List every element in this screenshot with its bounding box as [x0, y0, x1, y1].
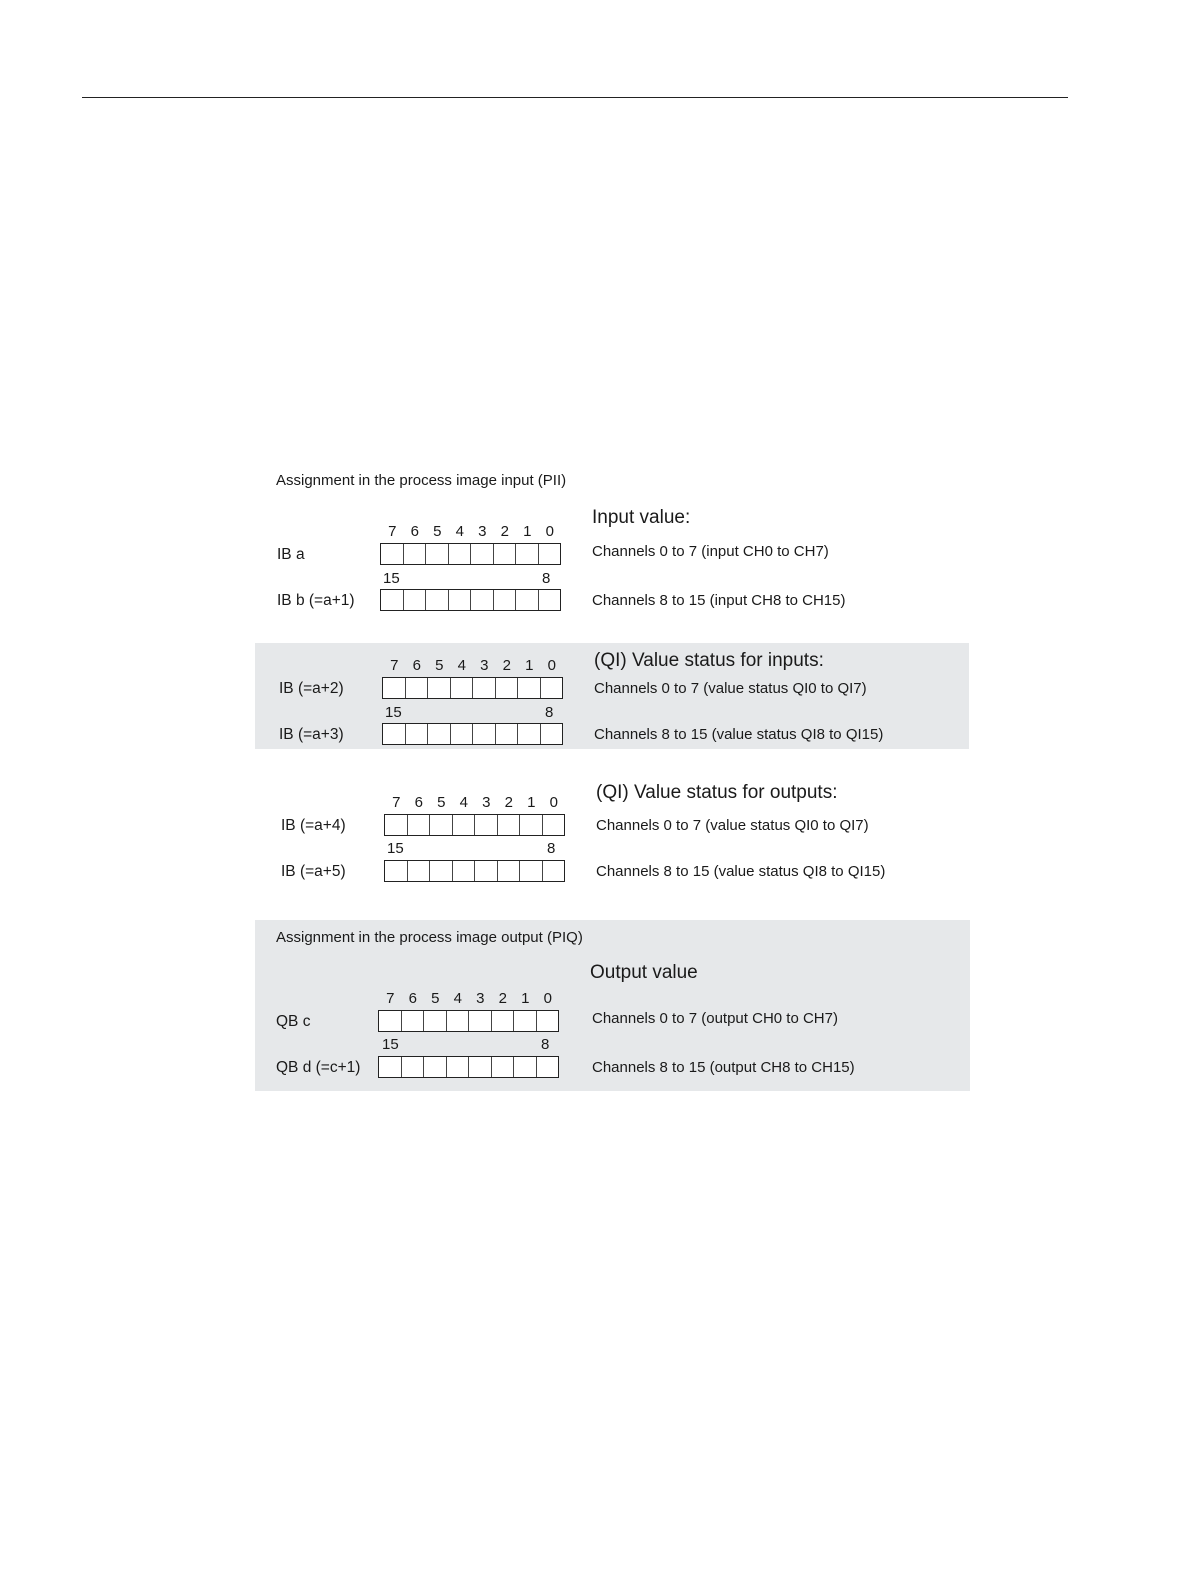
bit-register — [380, 589, 561, 611]
bit-cell — [498, 861, 521, 881]
bit-cell — [539, 544, 561, 564]
bit-register — [382, 677, 563, 699]
bit-cell — [424, 1011, 447, 1031]
bit-number: 5 — [437, 794, 446, 811]
bit-cell — [385, 861, 408, 881]
bit-cell — [383, 724, 406, 744]
group-heading: (QI) Value status for outputs: — [596, 782, 838, 803]
bit-cell — [426, 590, 449, 610]
bit-cell — [494, 590, 517, 610]
bit-label-8: 8 — [545, 704, 554, 721]
bit-register — [380, 543, 561, 565]
bit-cell — [404, 544, 427, 564]
bit-cell — [430, 861, 453, 881]
bit-number: 2 — [498, 990, 507, 1007]
bit-number: 1 — [525, 657, 534, 674]
header-rule — [82, 97, 1068, 98]
bit-number: 6 — [412, 657, 421, 674]
bit-cell — [469, 1057, 492, 1077]
bit-cell — [498, 815, 521, 835]
bit-number: 0 — [543, 990, 552, 1007]
bit-cell — [451, 678, 474, 698]
bit-numbers — [379, 990, 559, 1007]
bit-cell — [447, 1011, 470, 1031]
bit-number: 7 — [388, 523, 397, 540]
bit-label-8: 8 — [547, 840, 556, 857]
bit-label-15: 15 — [382, 1036, 399, 1053]
bit-cell — [514, 1057, 537, 1077]
bit-cell — [537, 1057, 559, 1077]
bit-label-15: 15 — [385, 704, 402, 721]
byte-label: IB b (=a+1) — [277, 592, 355, 609]
bit-cell — [543, 815, 565, 835]
bit-cell — [381, 544, 404, 564]
channel-description: Channels 0 to 7 (input CH0 to CH7) — [592, 543, 829, 560]
bit-number: 6 — [408, 990, 417, 1007]
bit-number: 5 — [431, 990, 440, 1007]
bit-cell — [514, 1011, 537, 1031]
bit-label-8: 8 — [541, 1036, 550, 1053]
bit-cell — [537, 1011, 559, 1031]
group-heading: Input value: — [592, 507, 691, 528]
bit-cell — [520, 815, 543, 835]
bit-register — [382, 723, 563, 745]
bit-cell — [492, 1011, 515, 1031]
bit-number: 7 — [392, 794, 401, 811]
bit-cell — [381, 590, 404, 610]
channel-description: Channels 0 to 7 (output CH0 to CH7) — [592, 1010, 838, 1027]
bit-cell — [379, 1011, 402, 1031]
bit-numbers — [381, 523, 561, 540]
byte-label: QB d (=c+1) — [276, 1059, 361, 1076]
bit-label-8: 8 — [542, 570, 551, 587]
bit-cell — [385, 815, 408, 835]
bit-cell — [520, 861, 543, 881]
bit-cell — [473, 724, 496, 744]
group-heading: Output value — [590, 962, 698, 983]
byte-label: IB a — [277, 546, 305, 563]
bit-cell — [492, 1057, 515, 1077]
bit-cell — [451, 724, 474, 744]
bit-number: 0 — [549, 794, 558, 811]
bit-cell — [453, 861, 476, 881]
bit-cell — [426, 544, 449, 564]
bit-number: 2 — [500, 523, 509, 540]
bit-number: 1 — [521, 990, 530, 1007]
bit-numbers — [385, 794, 565, 811]
bit-cell — [494, 544, 517, 564]
bit-cell — [402, 1057, 425, 1077]
bit-number: 3 — [482, 794, 491, 811]
bit-cell — [496, 724, 519, 744]
bit-number: 1 — [527, 794, 536, 811]
bit-cell — [518, 678, 541, 698]
bit-cell — [518, 724, 541, 744]
channel-description: Channels 0 to 7 (value status QI0 to QI7) — [594, 680, 867, 697]
bit-number: 3 — [478, 523, 487, 540]
channel-description: Channels 8 to 15 (value status QI8 to QI15) — [594, 726, 884, 743]
bit-number: 7 — [386, 990, 395, 1007]
bit-number: 4 — [457, 657, 466, 674]
bit-number: 2 — [502, 657, 511, 674]
bit-cell — [424, 1057, 447, 1077]
bit-cell — [541, 678, 563, 698]
bit-cell — [428, 678, 451, 698]
bit-number: 4 — [453, 990, 462, 1007]
bit-number: 6 — [414, 794, 423, 811]
bit-register — [384, 860, 565, 882]
bit-cell — [475, 815, 498, 835]
bit-cell — [449, 590, 472, 610]
bit-cell — [406, 724, 429, 744]
piq-title: Assignment in the process image output (PIQ) — [276, 929, 583, 946]
bit-cell — [475, 861, 498, 881]
bit-cell — [447, 1057, 470, 1077]
bit-number: 3 — [480, 657, 489, 674]
byte-label: IB (=a+2) — [279, 680, 344, 697]
bit-cell — [428, 724, 451, 744]
bit-cell — [402, 1011, 425, 1031]
bit-register — [378, 1056, 559, 1078]
byte-label: IB (=a+5) — [281, 863, 346, 880]
bit-number: 5 — [433, 523, 442, 540]
bit-cell — [539, 590, 561, 610]
bit-register — [378, 1010, 559, 1032]
bit-cell — [496, 678, 519, 698]
bit-cell — [404, 590, 427, 610]
bit-cell — [383, 678, 406, 698]
bit-number: 4 — [459, 794, 468, 811]
bit-cell — [541, 724, 563, 744]
byte-label: QB c — [276, 1013, 311, 1030]
bit-number: 5 — [435, 657, 444, 674]
bit-number: 4 — [455, 523, 464, 540]
channel-description: Channels 0 to 7 (value status QI0 to QI7) — [596, 817, 869, 834]
channel-description: Channels 8 to 15 (value status QI8 to QI15) — [596, 863, 886, 880]
bit-cell — [408, 815, 431, 835]
bit-cell — [408, 861, 431, 881]
bit-cell — [379, 1057, 402, 1077]
byte-label: IB (=a+3) — [279, 726, 344, 743]
bit-cell — [543, 861, 565, 881]
bit-number: 0 — [547, 657, 556, 674]
bit-label-15: 15 — [387, 840, 404, 857]
bit-label-15: 15 — [383, 570, 400, 587]
channel-description: Channels 8 to 15 (output CH8 to CH15) — [592, 1059, 855, 1076]
bit-number: 6 — [410, 523, 419, 540]
bit-cell — [406, 678, 429, 698]
bit-cell — [516, 544, 539, 564]
bit-cell — [471, 590, 494, 610]
bit-cell — [473, 678, 496, 698]
bit-number: 3 — [476, 990, 485, 1007]
pii-title: Assignment in the process image input (PII) — [276, 472, 567, 489]
channel-description: Channels 8 to 15 (input CH8 to CH15) — [592, 592, 846, 609]
bit-number: 2 — [504, 794, 513, 811]
bit-register — [384, 814, 565, 836]
bit-cell — [516, 590, 539, 610]
bit-cell — [469, 1011, 492, 1031]
group-heading: (QI) Value status for inputs: — [594, 650, 824, 671]
bit-cell — [449, 544, 472, 564]
bit-cell — [430, 815, 453, 835]
bit-cell — [471, 544, 494, 564]
bit-cell — [453, 815, 476, 835]
bit-number: 0 — [545, 523, 554, 540]
bit-number: 1 — [523, 523, 532, 540]
byte-label: IB (=a+4) — [281, 817, 346, 834]
bit-number: 7 — [390, 657, 399, 674]
bit-numbers — [383, 657, 563, 674]
